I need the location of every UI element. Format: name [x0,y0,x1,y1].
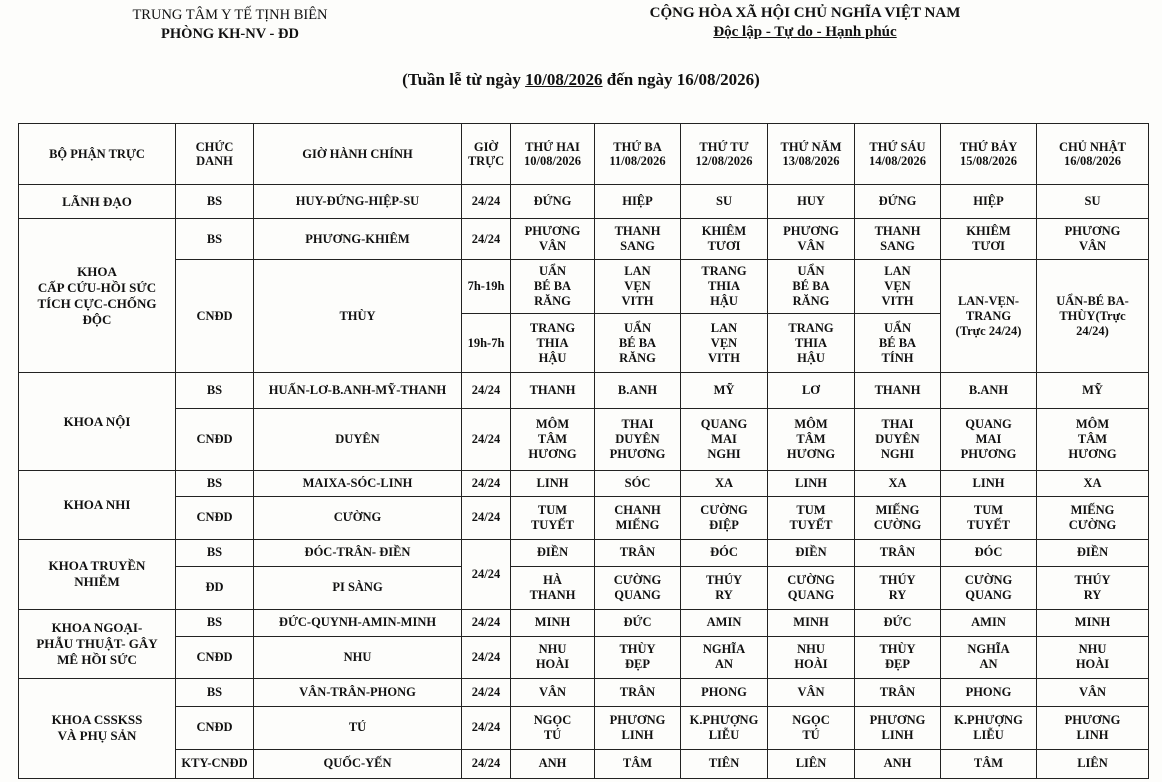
day-cell: TRÂN [855,539,941,566]
col-day: THỨ BẢY 15/08/2026 [941,124,1037,185]
office-cell: TÚ [254,706,462,749]
title-cell: BS [176,678,254,706]
day-cell: LINH [511,471,595,497]
day-cell: TUM TUYẾT [768,497,855,539]
table-row [19,373,1149,409]
day-cell: K.PHƯỢNG LIỄU [941,706,1037,749]
dept-cell: KHOA TRUYỀN NHIỄM [19,539,176,609]
day-cell: PHƯƠNG LINH [1037,706,1149,749]
day-cell: THANH SANG [595,219,681,260]
office-cell: CƯỜNG [254,497,462,539]
day-cell: ANH [511,749,595,778]
table-row [19,409,1149,471]
day-cell: THANH [511,373,595,409]
day-cell: ĐỨNG [511,185,595,219]
week-start-date: 10/08/2026 [525,70,603,89]
day-cell: K.PHƯỢNG LIỄU [681,706,768,749]
day-cell: PHƯƠNG VÂN [1037,219,1149,260]
title-cell: KTY-CNĐD [176,749,254,778]
day-cell: KHIÊM TƯƠI [681,219,768,260]
day-cell: THANH SANG [855,219,941,260]
day-cell: B.ANH [595,373,681,409]
day-cell: CƯỜNG QUANG [768,566,855,609]
col-dept: BỘ PHẬN TRỰC [19,124,176,185]
table-row [19,497,1149,539]
day-cell: LIÊN [768,749,855,778]
day-cell: PHƯƠNG VÂN [511,219,595,260]
day-cell: CƯỜNG ĐIỆP [681,497,768,539]
day-cell: LAN VẸN VITH [595,260,681,314]
day-cell: UẨN BÉ BA RĂNG [511,260,595,314]
title-cell: CNĐD [176,636,254,678]
title-cell: ĐD [176,566,254,609]
day-cell: ĐỨC [855,609,941,636]
col-day: THỨ BA 11/08/2026 [595,124,681,185]
day-cell: THÚY RY [855,566,941,609]
day-cell: PHƯƠNG LINH [855,706,941,749]
office-cell: PHƯƠNG-KHIÊM [254,219,462,260]
day-cell: THANH [855,373,941,409]
day-cell: SU [1037,185,1149,219]
nation-motto: Độc lập - Tự do - Hạnh phúc [713,24,897,40]
national-header [590,4,1020,42]
week-suffix: ) [754,70,760,89]
week-end-date: 16/08/2026 [676,70,755,89]
office-cell: NHU [254,636,462,678]
title-cell: BS [176,219,254,260]
office-cell: ĐỨC-QUYNH-AMIN-MINH [254,609,462,636]
day-cell: CƯỜNG QUANG [595,566,681,609]
day-cell: UẨN BÉ BA RĂNG [595,314,681,373]
day-cell: NGỌC TÚ [768,706,855,749]
header-row [19,124,1149,185]
col-day: THỨ HAI 10/08/2026 [511,124,595,185]
day-cell: NHU HOÀI [768,636,855,678]
day-cell: TRANG THIA HẬU [768,314,855,373]
day-cell: KHIÊM TƯƠI [941,219,1037,260]
dept-cell: KHOA NGOẠI- PHẪU THUẬT- GÂY MÊ HỒI SỨC [19,609,176,678]
week-range [0,70,1162,90]
day-cell: TIÊN [681,749,768,778]
day-cell: UẨN BÉ BA RĂNG [768,260,855,314]
office-cell: QUỐC-YẾN [254,749,462,778]
col-day: CHỦ NHẬT 16/08/2026 [1037,124,1149,185]
table-row [19,678,1149,706]
day-cell: THÚY RY [681,566,768,609]
day-cell: THAI DUYÊN PHƯƠNG [595,409,681,471]
day-cell: THAI DUYÊN NGHI [855,409,941,471]
title-cell: BS [176,609,254,636]
hours-cell: 19h-7h [462,314,511,373]
dept-cell: KHOA NHI [19,471,176,539]
col-day: THỨ TƯ 12/08/2026 [681,124,768,185]
day-cell: MỸ [681,373,768,409]
hours-cell: 24/24 [462,636,511,678]
day-cell: LAN VẸN VITH [681,314,768,373]
day-cell: AMIN [941,609,1037,636]
day-cell: MÔM TÂM HƯƠNG [511,409,595,471]
day-cell: HIỆP [595,185,681,219]
day-cell: TRÂN [855,678,941,706]
office-cell: HUẤN-LƠ-B.ANH-MỸ-THANH [254,373,462,409]
office-cell: THÙY [254,260,462,373]
hours-cell: 24/24 [462,219,511,260]
day-cell: TRÂN [595,678,681,706]
day-cell: PHONG [941,678,1037,706]
table-row [19,260,1149,314]
title-cell: CNĐD [176,497,254,539]
duty-schedule-table [18,123,1149,779]
day-cell: NGHĨA AN [681,636,768,678]
day-cell: QUANG MAI NGHI [681,409,768,471]
day-cell: ĐIỀN [1037,539,1149,566]
hours-cell: 7h-19h [462,260,511,314]
title-cell: BS [176,539,254,566]
department-name: PHÒNG KH-NV - ĐD [161,26,299,42]
col-duty-hours: GIỜ TRỰC [462,124,511,185]
day-cell: LINH [941,471,1037,497]
week-mid: đến ngày [602,70,677,89]
table-row [19,471,1149,497]
day-cell: XA [681,471,768,497]
table-row [19,566,1149,609]
day-cell: MINH [768,609,855,636]
day-cell: NGHĨA AN [941,636,1037,678]
day-cell: LƠ [768,373,855,409]
day-cell: VÂN [768,678,855,706]
day-cell: LAN VẸN VITH [855,260,941,314]
day-cell: HIỆP [941,185,1037,219]
title-cell: CNĐD [176,409,254,471]
table-row [19,706,1149,749]
day-cell: LIÊN [1037,749,1149,778]
office-cell: HUY-ĐỨNG-HIỆP-SU [254,185,462,219]
day-cell: ĐÓC [681,539,768,566]
day-cell: TRANG THIA HẬU [681,260,768,314]
table-row [19,609,1149,636]
table-row [19,539,1149,566]
day-cell: TÂM [595,749,681,778]
title-cell: BS [176,471,254,497]
day-cell: PHƯƠNG LINH [595,706,681,749]
day-cell: ĐÓC [941,539,1037,566]
day-cell: XA [855,471,941,497]
day-cell: MỸ [1037,373,1149,409]
day-cell: VÂN [511,678,595,706]
office-cell: ĐÓC-TRÂN- ĐIỀN [254,539,462,566]
hours-cell: 24/24 [462,678,511,706]
day-cell: ĐỨNG [855,185,941,219]
day-cell: MÔM TÂM HƯƠNG [768,409,855,471]
day-cell: TÂM [941,749,1037,778]
day-cell: TRÂN [595,539,681,566]
day-cell: ĐIỀN [511,539,595,566]
day-cell: MINH [511,609,595,636]
day-cell: MIẾNG CƯỜNG [1037,497,1149,539]
office-cell: MAIXA-SÓC-LINH [254,471,462,497]
day-cell: NGỌC TÚ [511,706,595,749]
hours-cell: 24/24 [462,749,511,778]
day-cell: NHU HOÀI [511,636,595,678]
title-cell: BS [176,373,254,409]
day-cell: TUM TUYẾT [941,497,1037,539]
day-cell: LINH [768,471,855,497]
hours-cell: 24/24 [462,539,511,609]
table-row [19,219,1149,260]
dept-cell: KHOA CSSKSS VÀ PHỤ SẢN [19,678,176,778]
day-cell: UẨN BÉ BA TÍNH [855,314,941,373]
hours-cell: 24/24 [462,497,511,539]
day-cell: SU [681,185,768,219]
hours-cell: 24/24 [462,706,511,749]
col-office-hours: GIỜ HÀNH CHÍNH [254,124,462,185]
day-cell: ANH [855,749,941,778]
table-row [19,185,1149,219]
org-name: TRUNG TÂM Y TẾ TỊNH BIÊN [132,7,328,23]
day-cell: B.ANH [941,373,1037,409]
day-cell: THÚY RY [1037,566,1149,609]
dept-cell: KHOA NỘI [19,373,176,471]
day-cell: LAN-VẸN- TRANG (Trực 24/24) [941,260,1037,373]
day-cell: QUANG MAI PHƯƠNG [941,409,1037,471]
day-cell: MINH [1037,609,1149,636]
day-cell: MIẾNG CƯỜNG [855,497,941,539]
col-day: THỨ NĂM 13/08/2026 [768,124,855,185]
day-cell: THÙY ĐẸP [595,636,681,678]
office-cell: PI SÀNG [254,566,462,609]
day-cell: HÀ THANH [511,566,595,609]
table-row [19,749,1149,778]
hours-cell: 24/24 [462,185,511,219]
day-cell: PHONG [681,678,768,706]
dept-cell: KHOA CẤP CỨU-HỒI SỨC TÍCH CỰC-CHỐNG ĐỘC [19,219,176,373]
day-cell: HUY [768,185,855,219]
col-day: THỨ SÁU 14/08/2026 [855,124,941,185]
day-cell: NHU HOÀI [1037,636,1149,678]
day-cell: THÙY ĐẸP [855,636,941,678]
day-cell: ĐỨC [595,609,681,636]
hours-cell: 24/24 [462,409,511,471]
col-title: CHỨC DANH [176,124,254,185]
title-cell: CNĐD [176,260,254,373]
day-cell: ĐIỀN [768,539,855,566]
title-cell: CNĐD [176,706,254,749]
hours-cell: 24/24 [462,609,511,636]
day-cell: XA [1037,471,1149,497]
day-cell: CHANH MIẾNG [595,497,681,539]
day-cell: VÂN [1037,678,1149,706]
table-row [19,636,1149,678]
day-cell: TUM TUYẾT [511,497,595,539]
week-prefix: (Tuần lễ từ ngày [402,70,526,89]
title-cell: BS [176,185,254,219]
dept-cell: LÃNH ĐẠO [19,185,176,219]
org-header [100,6,360,44]
day-cell: MÔM TÂM HƯƠNG [1037,409,1149,471]
day-cell: SÓC [595,471,681,497]
day-cell: PHƯƠNG VÂN [768,219,855,260]
day-cell: CƯỜNG QUANG [941,566,1037,609]
office-cell: DUYÊN [254,409,462,471]
day-cell: AMIN [681,609,768,636]
hours-cell: 24/24 [462,471,511,497]
office-cell: VÂN-TRÂN-PHONG [254,678,462,706]
day-cell: TRANG THIA HẬU [511,314,595,373]
day-cell: UẨN-BÉ BA- THÙY(Trực 24/24) [1037,260,1149,373]
hours-cell: 24/24 [462,373,511,409]
nation-title: CỘNG HÒA XÃ HỘI CHỦ NGHĨA VIỆT NAM [649,5,961,21]
